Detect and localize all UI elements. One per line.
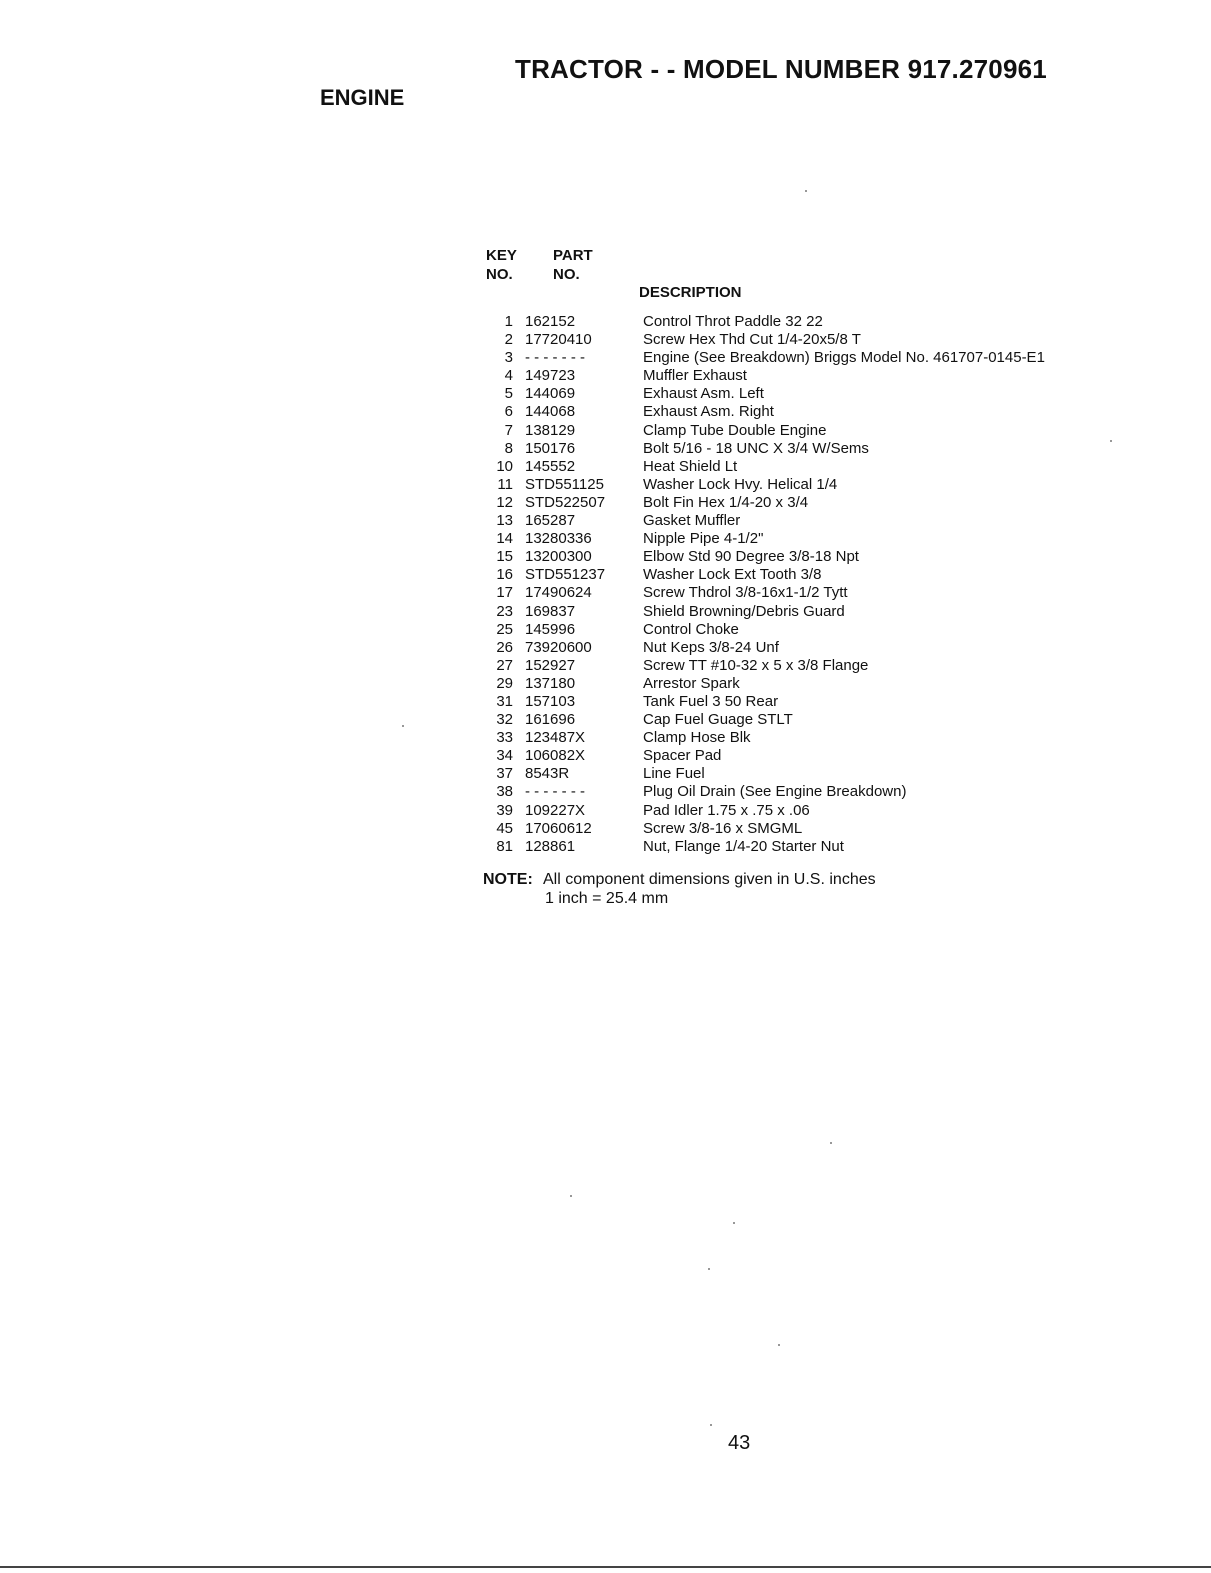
table-row [483, 765, 1103, 783]
table-row [483, 313, 1103, 331]
description: Control Choke [643, 620, 739, 638]
part-no: - - - - - - - [525, 349, 585, 367]
description: Shield Browning/Debris Guard [643, 602, 845, 620]
description: Screw 3/8-16 x SMGML [643, 819, 803, 837]
part-no: 169837 [525, 602, 576, 620]
key-no: 33 [496, 729, 513, 747]
description: Engine (See Breakdown) Briggs Model No. 461707-0145-E1 [643, 349, 1045, 367]
part-no: 109227X [525, 801, 586, 819]
description: Arrestor Spark [643, 674, 740, 692]
parts-list [483, 247, 1103, 907]
key-no: 11 [497, 475, 513, 493]
part-no: 137180 [525, 674, 576, 692]
description: Cap Fuel Guage STLT [643, 711, 793, 729]
part-no: STD551125 [525, 475, 604, 493]
key-no: 27 [496, 656, 513, 674]
description: Exhaust Asm. Right [643, 403, 774, 421]
page-bottom-edge [0, 1566, 1211, 1568]
key-no: 8 [504, 439, 513, 457]
part-no: 144069 [525, 385, 576, 403]
table-row [483, 711, 1103, 729]
part-no: 128861 [525, 837, 576, 855]
table-row [483, 512, 1103, 530]
key-no: 10 [496, 457, 513, 475]
part-no: 123487X [525, 729, 586, 747]
table-row [483, 729, 1103, 747]
scan-speck [710, 1424, 712, 1426]
part-no: 157103 [525, 692, 576, 710]
part-no: 13280336 [525, 530, 592, 548]
scan-speck [830, 1142, 832, 1144]
part-no: STD522507 [525, 493, 606, 511]
key-no: 26 [496, 638, 513, 656]
table-row [483, 820, 1103, 838]
part-no: 17720410 [525, 331, 592, 349]
table-row [483, 639, 1103, 657]
key-no: 23 [496, 602, 513, 620]
part-no: 149723 [525, 367, 576, 385]
description: Line Fuel [643, 765, 705, 783]
part-no: 138129 [525, 421, 576, 439]
part-no: STD551237 [525, 566, 606, 584]
key-no: 1 [504, 313, 513, 330]
description: Clamp Hose Blk [643, 729, 751, 747]
key-no: 5 [504, 385, 513, 403]
page-number: 43 [728, 1432, 751, 1454]
part-no: 165287 [525, 512, 576, 530]
description: Plug Oil Drain (See Engine Breakdown) [643, 783, 907, 801]
key-no: 45 [496, 819, 513, 837]
part-no: 161696 [525, 711, 576, 729]
table-row [483, 783, 1103, 801]
note-conversion: 1 inch = 25.4 mm [545, 889, 669, 907]
scan-speck [570, 1195, 572, 1197]
part-no: 150176 [525, 439, 576, 457]
scan-speck [778, 1344, 780, 1346]
table-row [483, 621, 1103, 639]
description: Exhaust Asm. Left [643, 385, 764, 403]
table-row [483, 530, 1103, 548]
description: Muffler Exhaust [643, 367, 747, 385]
key-no: 32 [496, 711, 513, 729]
description: Control Throt Paddle 32 22 [643, 313, 823, 330]
section-title: ENGINE [320, 85, 405, 110]
key-no-header-line1: KEY [486, 247, 517, 264]
part-no: 162152 [525, 313, 576, 330]
part-no: - - - - - - - [525, 783, 585, 801]
scan-speck [708, 1268, 710, 1270]
scan-speck [402, 725, 404, 727]
description: Nut, Flange 1/4-20 Starter Nut [643, 837, 844, 855]
table-row [483, 331, 1103, 349]
part-no-header-line1: PART [553, 247, 593, 264]
part-no-header-line2: NO. [553, 266, 580, 283]
key-no: 2 [504, 331, 513, 349]
table-row [483, 657, 1103, 675]
part-no: 145996 [525, 620, 576, 638]
key-no: 37 [496, 765, 513, 783]
table-row [483, 403, 1103, 421]
part-no: 17490624 [525, 584, 592, 602]
scan-speck [805, 190, 807, 192]
key-no: 39 [496, 801, 513, 819]
key-no: 12 [496, 493, 513, 511]
key-no: 17 [496, 584, 513, 602]
description: Gasket Muffler [643, 512, 741, 530]
table-row [483, 440, 1103, 458]
description: Washer Lock Ext Tooth 3/8 [643, 566, 822, 584]
part-no: 145552 [525, 457, 576, 475]
key-no: 3 [504, 349, 513, 367]
key-no-header-line2: NO. [486, 266, 513, 283]
description: Screw TT #10-32 x 5 x 3/8 Flange [643, 656, 869, 674]
page-title: TRACTOR - - MODEL NUMBER 917.270961 [515, 54, 1047, 84]
table-row [483, 603, 1103, 621]
key-no: 13 [496, 512, 513, 530]
key-no: 38 [496, 783, 513, 801]
description: Nut Keps 3/8-24 Unf [643, 638, 779, 656]
description: Tank Fuel 3 50 Rear [643, 692, 779, 710]
table-row [483, 693, 1103, 711]
part-no: 8543R [525, 765, 570, 783]
parts-rows [483, 313, 1103, 856]
description: Washer Lock Hvy. Helical 1/4 [643, 475, 838, 493]
table-row [483, 385, 1103, 403]
table-row [483, 349, 1103, 367]
table-row [483, 584, 1103, 602]
table-row [483, 566, 1103, 584]
table-row [483, 367, 1103, 385]
description: Heat Shield Lt [643, 457, 738, 475]
part-no: 73920600 [525, 638, 592, 656]
part-no: 144068 [525, 403, 576, 421]
description: Screw Thdrol 3/8-16x1-1/2 Tytt [643, 584, 848, 602]
part-no: 13200300 [525, 548, 592, 566]
part-no: 152927 [525, 656, 576, 674]
table-row [483, 747, 1103, 765]
key-no: 34 [496, 747, 513, 765]
table-row [483, 458, 1103, 476]
description: Bolt 5/16 - 18 UNC X 3/4 W/Sems [643, 439, 869, 457]
description: Clamp Tube Double Engine [643, 421, 827, 439]
description-header: DESCRIPTION [639, 284, 742, 301]
key-no: 16 [496, 566, 513, 584]
part-no: 106082X [525, 747, 586, 765]
key-no: 31 [496, 692, 513, 710]
key-no: 29 [496, 674, 513, 692]
note-label: NOTE: [483, 870, 533, 888]
key-no: 25 [496, 620, 513, 638]
key-no: 7 [504, 421, 513, 439]
key-no: 14 [496, 530, 513, 548]
key-no: 4 [504, 367, 513, 385]
description: Bolt Fin Hex 1/4-20 x 3/4 [643, 493, 809, 511]
description: Elbow Std 90 Degree 3/8-18 Npt [643, 548, 859, 566]
note-text: All component dimensions given in U.S. inches [543, 870, 876, 888]
scan-speck [733, 1222, 735, 1224]
description: Nipple Pipe 4-1/2" [643, 530, 764, 548]
table-row [483, 675, 1103, 693]
part-no: 17060612 [525, 819, 592, 837]
table-row [483, 548, 1103, 566]
table-row [483, 802, 1103, 820]
key-no: 6 [504, 403, 513, 421]
table-row [483, 838, 1103, 856]
description: Pad Idler 1.75 x .75 x .06 [643, 801, 810, 819]
parts-list-header [483, 247, 1103, 313]
description: Spacer Pad [643, 747, 722, 765]
description: Screw Hex Thd Cut 1/4-20x5/8 T [643, 331, 861, 349]
table-row [483, 422, 1103, 440]
scan-speck [1110, 440, 1112, 442]
table-row [483, 476, 1103, 494]
key-no: 15 [496, 548, 513, 566]
table-row [483, 494, 1103, 512]
key-no: 81 [496, 837, 513, 855]
